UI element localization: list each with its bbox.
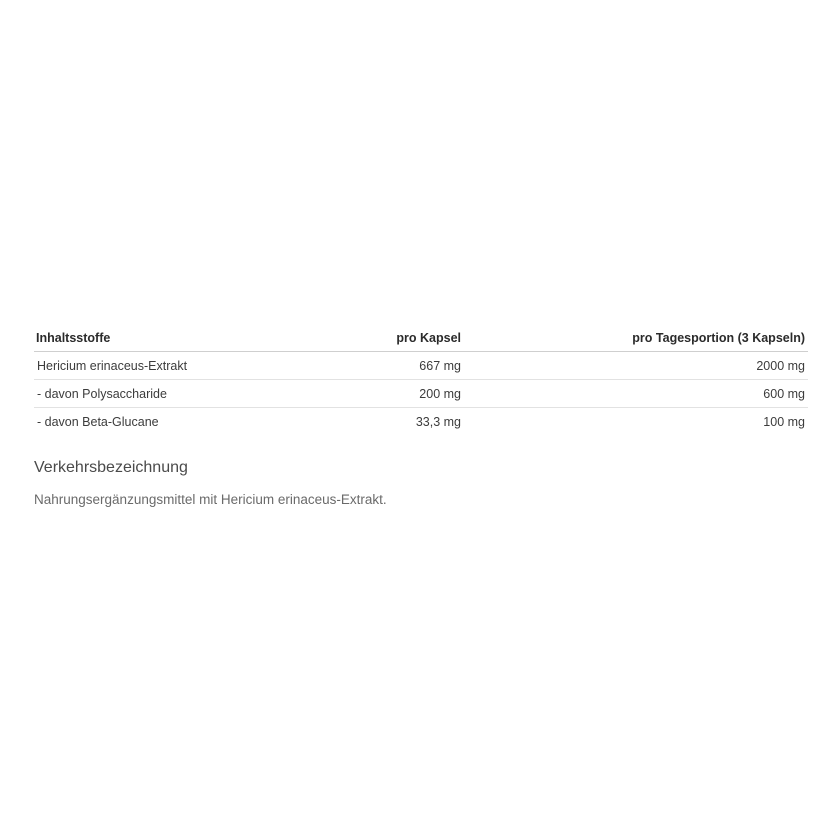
product-info xyxy=(34,324,808,507)
ingredients-table xyxy=(34,324,808,435)
table-row xyxy=(34,408,808,436)
ingredient-name: Hericium erinaceus-Extrakt xyxy=(34,352,274,380)
table-row xyxy=(34,352,808,380)
column-header-per-capsule: pro Kapsel xyxy=(274,324,464,352)
ingredient-name: - davon Polysaccharide xyxy=(34,380,274,408)
section-description: Nahrungsergänzungsmittel mit Hericium erinaceus-Extrakt. xyxy=(34,492,387,507)
table-header-row xyxy=(34,324,808,352)
per-daily-value: 600 mg xyxy=(464,380,808,408)
column-header-ingredient: Inhaltsstoffe xyxy=(34,324,274,352)
ingredient-name: - davon Beta-Glucane xyxy=(37,414,159,429)
per-capsule-value: 33,3 mg xyxy=(415,414,461,429)
per-capsule-value: 200 mg xyxy=(274,380,464,408)
table-row xyxy=(34,380,808,408)
section-heading: Verkehrsbezeichnung xyxy=(34,459,188,476)
column-header-per-daily-serving: pro Tagesportion (3 Kapseln) xyxy=(464,324,808,352)
per-capsule-value: 667 mg xyxy=(274,352,464,380)
per-daily-value: 100 mg xyxy=(763,414,805,429)
per-daily-value: 2000 mg xyxy=(464,352,808,380)
